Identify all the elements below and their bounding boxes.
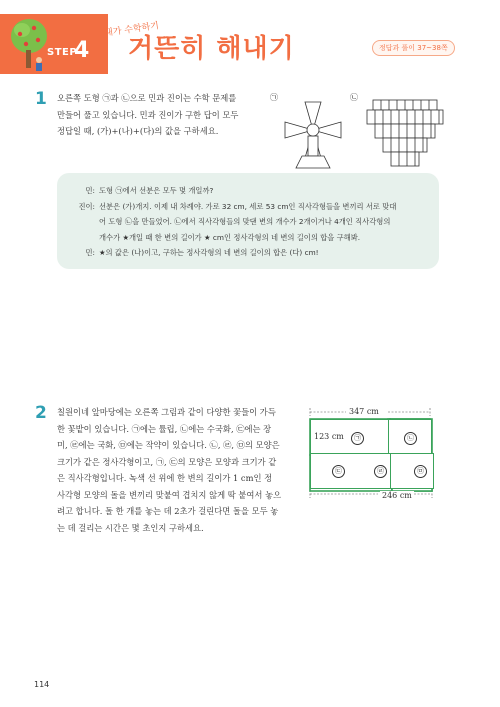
dimension-top: 347 cm: [349, 407, 379, 416]
garden-label-d: ㉣: [374, 465, 387, 478]
problem-2-line: 은 직사각형입니다. 녹색 선 위에 한 변의 길이가 1 cm인 정: [57, 473, 273, 483]
problem-1-text: [57, 90, 277, 140]
figure-a-label: ㉠: [270, 93, 278, 102]
garden-label-a: ㉠: [351, 432, 364, 445]
garden-label-e: ㉤: [414, 465, 427, 478]
page-number: 114: [34, 680, 50, 689]
page-title: 거뜬히 해내기: [128, 34, 295, 64]
problem-1-line: 오른쪽 도형 ㉠과 ㉡으로 민과 진이는 수학 문제를: [57, 93, 237, 103]
figure-b-label: ㉡: [350, 93, 358, 102]
dimension-left: 123 cm: [314, 432, 344, 441]
dimension-bottom: 246 cm: [382, 491, 412, 500]
garden-label-b: ㉡: [404, 432, 417, 445]
dialog-line: 진이: 선분은 (가)개지. 이제 내 차례야. 가로 32 cm, 세로 53 cm인 직사각형들을 변끼리 서로 맞대: [67, 199, 396, 215]
problem-2-number: 2: [35, 403, 47, 423]
speaker-min: 민:: [85, 186, 95, 195]
problem-1-line: 정답일 때, (가)+(나)+(다)의 값을 구하세요.: [57, 126, 219, 136]
problem-2-line: 크기가 같은 정사각형이고, ㉠, ㉢의 모양은 모양과 크기가 같: [57, 456, 277, 467]
step-label: STEP: [47, 47, 78, 58]
answer-reference-badge: 정답과 풀이 37~38쪽: [372, 40, 455, 56]
figure-a-fan: [278, 96, 348, 172]
dialog-box: [57, 173, 439, 269]
dialog-line: 개수가 ★개일 때 한 변의 길이가 ★ cm인 정사각형의 네 변의 길이의 합을 구해봐.: [99, 232, 361, 242]
problem-2-line: 칠원이네 앞마당에는 오른쪽 그림과 같이 다양한 꽃들이 가득: [57, 407, 276, 417]
problem-2-line: 사각형 모양의 돌을 변끼리 맞붙여 겹치지 않게 딱 붙여서 놓으: [57, 489, 282, 500]
problem-1-line: 만들어 풀고 있습니다. 민과 진이가 구한 답이 모두: [57, 109, 239, 120]
problem-2-line: 미, ㉣에는 국화, ㉤에는 작약이 있습니다. ㉡, ㉣, ㉤의 모양은: [57, 440, 280, 450]
section-subtitle: 내가 수학하기: [103, 21, 160, 39]
garden-cell-d: [390, 453, 434, 489]
dialog-lines: [67, 183, 396, 261]
step-header: [0, 0, 500, 74]
problem-2-line: 한 꽃밭이 있습니다. ㉠에는 튤립, ㉡에는 수국화, ㉢에는 장: [57, 423, 272, 434]
dialog-line: 민: 도형 ㉠에서 선분은 모두 몇 개일까?: [67, 183, 396, 199]
dialog-line: 어 도형 ㉡을 만들었어. ㉡에서 직사각형들의 맞댄 변의 개수가 2개이거나 4개인 직사각형의: [99, 217, 391, 226]
problem-2-text: [57, 404, 307, 536]
problem-2-line: 려고 합니다. 돌 한 개를 놓는 데 2초가 걸린다면 돌을 모두 놓: [57, 506, 279, 516]
dialog-line: 민: ★의 값은 (나)이고, 구하는 정사각형의 네 변의 길이의 합은 (다) cm!: [67, 245, 396, 261]
speaker-min: 민:: [85, 248, 95, 257]
speaker-jini: 진이:: [78, 201, 95, 211]
problem-2-line: 는 데 걸리는 시간은 몇 초인지 구하세요.: [57, 522, 204, 533]
problem-1-number: 1: [35, 89, 47, 109]
tree-illustration: [8, 16, 50, 72]
garden-label-c: ㉢: [332, 465, 345, 478]
figure-b-rectangles: [365, 98, 445, 168]
step-number: 4: [74, 38, 90, 63]
